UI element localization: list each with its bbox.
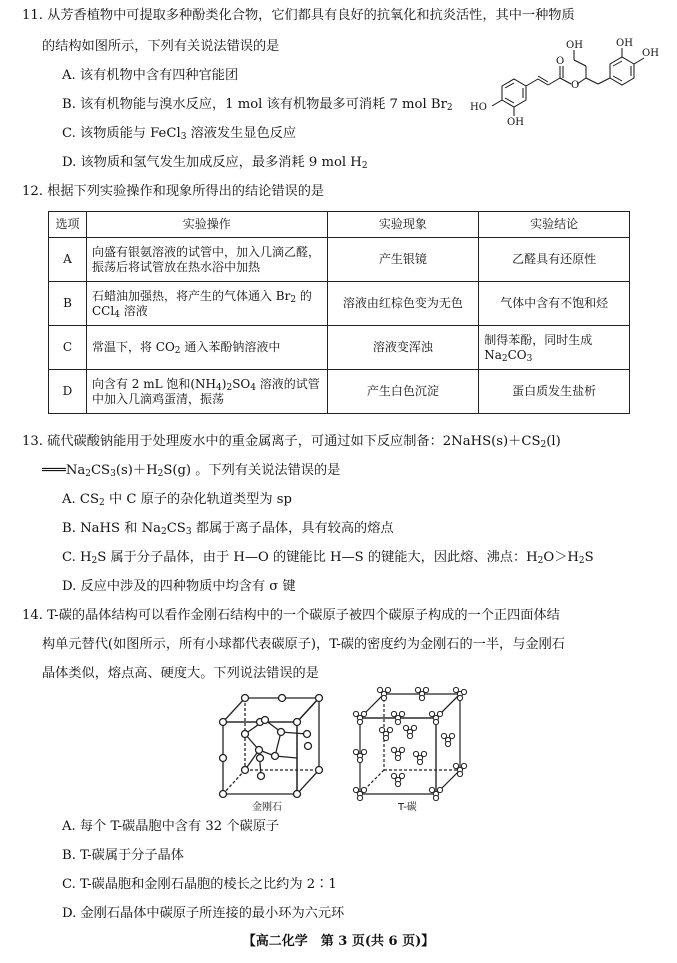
row-a-operation: 向盛有银氨溶液的试管中，加入几滴乙醛，振荡后将试管放在热水浴中加热 — [86, 238, 327, 282]
q11-stem-line1: 11. 从芳香植物中可提取多种酚类化合物，它们都具有良好的抗氧化和抗炎活性，其中一种物质 — [22, 8, 575, 23]
q13-option-b: B. NaHS 和 $Na_2CS_3$ 都属于离子晶体，具有较高的熔点 — [62, 521, 394, 537]
experiment-table — [48, 211, 630, 414]
q11-stem-line2: 的结构如图所示，下列有关说法错误的是 — [42, 39, 280, 54]
struct-oh-3: OH — [507, 117, 524, 126]
header-option: 选项 — [49, 212, 87, 238]
header-conclusion: 实验结论 — [479, 212, 630, 238]
diamond-crystal-figure — [215, 690, 327, 802]
row-a-phenomenon: 产生银镜 — [327, 238, 479, 282]
table-row — [49, 238, 630, 282]
struct-oh-2: OH — [642, 48, 659, 59]
row-a-conclusion: 乙醛具有还原性 — [479, 238, 630, 282]
q11-option-d: D. 该物质和氢气发生加成反应，最多消耗 9 mol $H_2$ — [62, 155, 368, 171]
q14-stem-line2: 构单元替代(如图所示，所有小球都代表碳原子)，T-碳的密度约为金刚石的一半，与金刚石 — [42, 637, 565, 652]
q11-option-b: B. 该有机物能与溴水反应，1 mol 该有机物最多可消耗 7 mol $Br_2$ — [62, 97, 453, 113]
q13-option-c: C. $H_2S$ 属于分子晶体，由于 H—O 的键能比 H—S 的键能大，因此熔、沸点：$H_2O>H_2S$ — [62, 550, 594, 566]
q13-option-a: A. $CS_2$ 中 C 原子的杂化轨道类型为 sp — [62, 492, 292, 508]
row-d-option: D — [49, 370, 87, 414]
q12-stem: 12. 根据下列实验操作和现象所得出的结论错误的是 — [22, 184, 325, 199]
table-row — [49, 370, 630, 414]
t-carbon-caption: T-碳 — [398, 802, 417, 813]
struct-carbonyl-o: O — [556, 56, 565, 67]
row-b-phenomenon: 溶液由红棕色变为无色 — [327, 282, 479, 326]
row-b-option: B — [49, 282, 87, 326]
page-footer: 【高二化学 第 3 页(共 6 页)】 — [242, 934, 435, 949]
row-a-option: A — [49, 238, 87, 282]
struct-ho: HO — [470, 102, 487, 113]
q13-stem-line2: $═══Na_2CS_3(s)+H_2S(g)$ 。下列有关说法错误的是 — [42, 463, 341, 479]
molecule-structure — [470, 36, 666, 126]
table-row — [49, 326, 630, 370]
q14-option-c: C. T-碳晶胞和金刚石晶胞的棱长之比约为 2∶1 — [62, 877, 337, 892]
row-d-conclusion: 蛋白质发生盐析 — [479, 370, 630, 414]
t-carbon-crystal-figure — [350, 684, 468, 802]
row-d-phenomenon: 产生白色沉淀 — [327, 370, 479, 414]
q14-option-d: D. 金刚石晶体中碳原子所连接的最小环为六元环 — [62, 906, 345, 921]
q11-option-a: A. 该有机物中含有四种官能团 — [62, 68, 239, 83]
row-c-option: C — [49, 326, 87, 370]
struct-oh-4: OH — [566, 40, 583, 51]
header-phenomenon: 实验现象 — [327, 212, 479, 238]
q14-option-b: B. T-碳属于分子晶体 — [62, 848, 184, 863]
q11-option-c: C. 该物质能与 FeCl$_3$ 溶液发生显色反应 — [62, 126, 297, 142]
q14-option-a: A. 每个 T-碳晶胞中含有 32 个碳原子 — [62, 819, 280, 834]
q14-stem-line1: 14. T-碳的晶体结构可以看作金刚石结构中的一个碳原子被四个碳原子构成的一个正四面体结 — [22, 608, 560, 623]
q13-stem-line1: 13. 硫代碳酸钠能用于处理废水中的重金属离子，可通过如下反应制备：$2NaHS(s)+CS_2(l)$ — [22, 434, 561, 450]
q14-stem-line3: 晶体类似，熔点高、硬度大。下列说法错误的是 — [42, 666, 319, 681]
row-b-conclusion: 气体中含有不饱和烃 — [479, 282, 630, 326]
row-c-operation: 常温下，将 $CO_2$ 通入苯酚钠溶液中 — [86, 326, 327, 370]
row-b-operation: 石蜡油加强热，将产生的气体通入 $Br_2$ 的 CCl$_4$ 溶液 — [86, 282, 327, 326]
row-d-operation: 向含有 2 mL 饱和$(NH_4)_2SO_4$ 溶液的试管中加入几滴鸡蛋清，振荡 — [86, 370, 327, 414]
struct-oh-1: OH — [616, 38, 633, 49]
row-c-conclusion: 制得苯酚，同时生成 $Na_2CO_3$ — [479, 326, 630, 370]
header-operation: 实验操作 — [86, 212, 327, 238]
row-c-phenomenon: 溶液变浑浊 — [327, 326, 479, 370]
table-row — [49, 282, 630, 326]
struct-ester-o: O — [571, 80, 580, 91]
q13-option-d: D. 反应中涉及的四种物质中均含有 σ 键 — [62, 579, 296, 594]
diamond-caption: 金刚石 — [252, 802, 282, 813]
table-header-row — [49, 212, 630, 238]
